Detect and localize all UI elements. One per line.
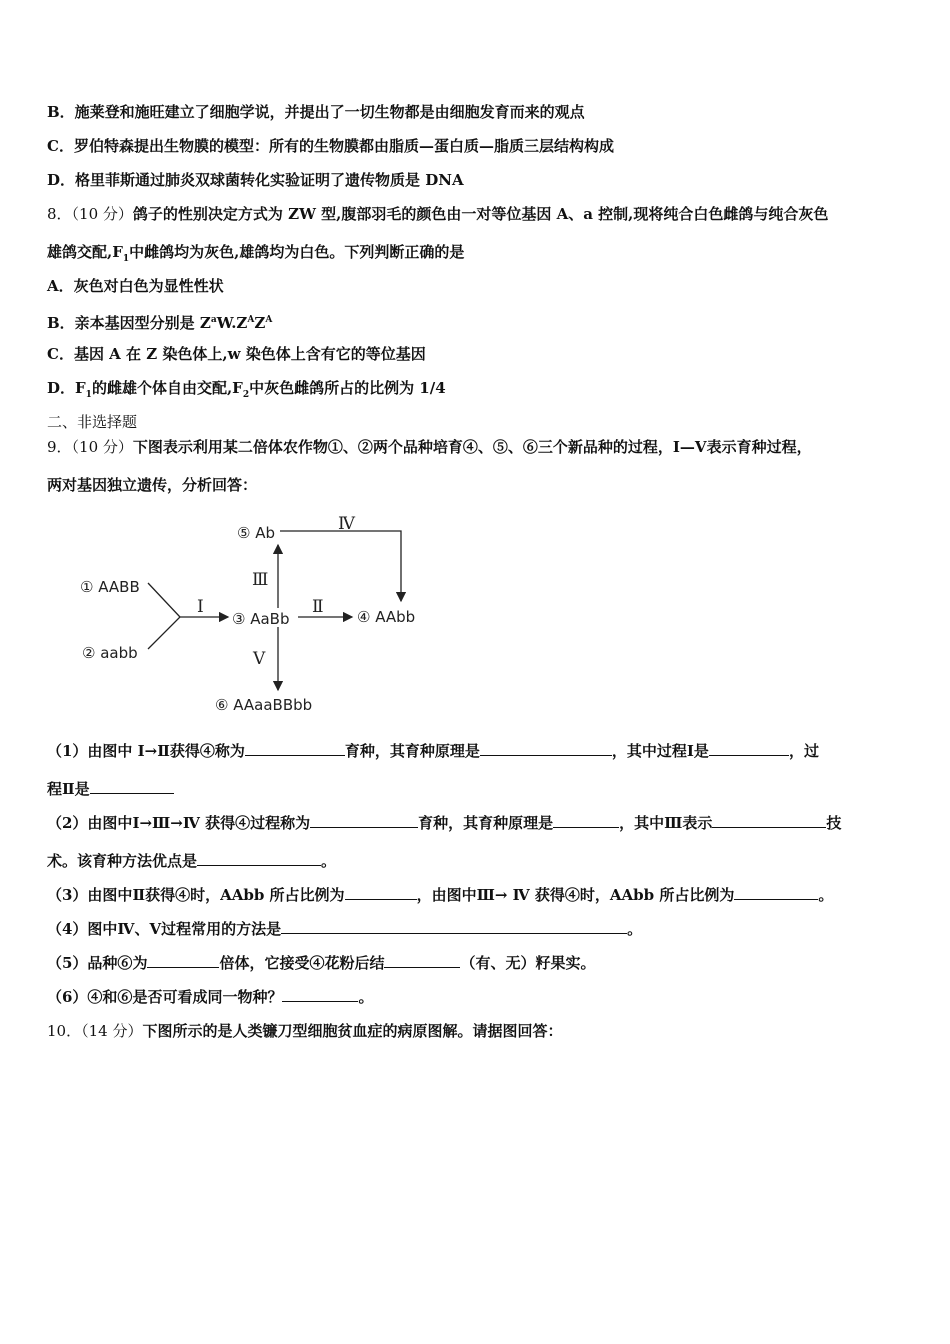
node-6-aaaabbbb: ⑥ AAaaBBbb [215, 696, 313, 714]
answer-blank[interactable] [734, 885, 818, 900]
q9-sub5-text: 倍体，它接受④花粉后结 [219, 954, 385, 972]
q9-sub5-text: （有、无）籽果实。 [460, 954, 596, 972]
q9-sub4-text: 。 [627, 920, 643, 938]
node-2-aabb: ② aabb [82, 644, 138, 662]
q8-option-a: A．灰色对白色为显性性状 [47, 277, 224, 295]
q8-stem-line1 [47, 204, 828, 224]
q7-option-b: B．施莱登和施旺建立了细胞学说，并提出了一切生物都是由细胞发育而来的观点 [47, 103, 585, 121]
q9-sub6-text: （6）④和⑥是否可看成同一物种？ [47, 988, 283, 1006]
q9-stem-line1 [47, 437, 812, 457]
answer-blank[interactable] [480, 741, 612, 756]
q9-sub2-text: 术。该育种方法优点是 [47, 852, 198, 870]
q9-sub2-line2 [47, 851, 336, 871]
process-3-label: Ⅲ [252, 570, 269, 590]
node-4-aabb: ④ AAbb [357, 608, 416, 626]
q9-sub1-text: 程Ⅱ是 [47, 780, 90, 798]
q10-stem [47, 1021, 562, 1041]
q9-sub5-text: （5）品种⑥为 [47, 954, 148, 972]
node-3-aabb: ③ AaBb [232, 610, 290, 628]
answer-blank[interactable] [553, 813, 619, 828]
answer-blank[interactable] [384, 953, 460, 968]
q9-sub2-text: 技 [826, 814, 842, 832]
answer-blank[interactable] [282, 987, 358, 1002]
q8-stem2-part: 雄鸽交配,F [47, 243, 123, 261]
answer-blank[interactable] [281, 919, 627, 934]
answer-blank[interactable] [245, 741, 345, 756]
q8-optd-part: 中灰色雌鸽所占的比例为 1/4 [249, 379, 446, 397]
q8-optd-part: 的雌雄个体自由交配,F [91, 379, 243, 397]
q8-subscript: 1 [85, 390, 92, 400]
answer-blank[interactable] [310, 813, 418, 828]
q9-sub1-line1 [47, 741, 819, 761]
q9-sub1-text: （1）由图中 Ⅰ→Ⅱ获得④称为 [47, 742, 245, 760]
answer-blank[interactable] [147, 953, 219, 968]
q9-sub6-text: 。 [358, 988, 374, 1006]
q9-sub2-text: 。 [321, 852, 337, 870]
q9-sub3-text: （3）由图中Ⅱ获得④时，AAbb 所占比例为 [47, 886, 345, 904]
q10-stem-text: 下图所示的是人类镰刀型细胞贫血症的病原图解。请据图回答： [142, 1022, 563, 1040]
q9-sub1-text: ，过 [788, 742, 819, 760]
answer-blank[interactable] [709, 741, 789, 756]
process-2-label: Ⅱ [312, 597, 324, 617]
arrow-process-4 [280, 531, 401, 601]
q10-number: 10．（14 分） [47, 1022, 143, 1040]
q8-stem-text: 鸽子的性别决定方式为 ZW 型,腹部羽毛的颜色由一对等位基因 A、a 控制,现将纯合白色雌鸽与纯合灰色 [132, 205, 829, 223]
q9-sub1-line2 [47, 779, 174, 799]
q7-option-d: D．格里菲斯通过肺炎双球菌转化实验证明了遗传物质是 DNA [47, 171, 464, 189]
q8-superscript: A [247, 315, 255, 325]
q8-stem2-part: 中雌鸽均为灰色,雄鸽均为白色。下列判断正确的是 [129, 243, 465, 261]
q8-superscript: A [265, 315, 273, 325]
q8-optd-part: D．F [47, 379, 86, 397]
answer-blank[interactable] [197, 851, 321, 866]
q8-optb-part: W.Z [216, 314, 248, 332]
answer-blank[interactable] [712, 813, 826, 828]
q9-sub1-text: ，其中过程Ⅰ是 [611, 742, 709, 760]
q9-sub3-text: 。 [818, 886, 834, 904]
q8-option-c: C．基因 A 在 Z 染色体上,w 染色体上含有它的等位基因 [47, 345, 426, 363]
q8-optb-part: Z [254, 314, 266, 332]
q9-sub3-text: ，由图中Ⅲ→ Ⅳ 获得④时，AAbb 所占比例为 [416, 886, 735, 904]
q8-subscript: 1 [122, 254, 130, 264]
q8-stem-line2 [47, 242, 464, 269]
q9-stem-text: 下图表示利用某二倍体农作物①、②两个品种培育④、⑤、⑥三个新品种的过程，Ⅰ—Ⅴ表示育种过程， [132, 438, 812, 456]
q8-subscript: 2 [242, 390, 250, 400]
q9-number: 9．（10 分） [47, 438, 133, 456]
answer-blank[interactable] [345, 885, 417, 900]
q9-stem-line2: 两对基因独立遗传，分析回答： [47, 476, 258, 494]
q9-sub2-text: 育种，其育种原理是 [418, 814, 554, 832]
process-5-label: Ⅴ [253, 649, 266, 669]
q9-sub4-text: （4）图中Ⅳ、Ⅴ过程常用的方法是 [47, 920, 282, 938]
q8-option-b [47, 310, 272, 333]
q9-sub5 [47, 953, 595, 973]
q9-sub2-line1 [47, 813, 841, 833]
q9-sub4 [47, 919, 642, 939]
process-1-label: Ⅰ [197, 597, 204, 617]
q8-option-d [47, 378, 446, 405]
node-1-aabb: ① AABB [80, 578, 140, 596]
q8-superscript: a [210, 315, 217, 325]
q9-sub2-text: （2）由图中Ⅰ→Ⅲ→Ⅳ 获得④过程称为 [47, 814, 311, 832]
process-4-label: Ⅳ [338, 514, 355, 534]
section-title: 二、非选择题 [47, 413, 138, 431]
q9-sub3 [47, 885, 833, 905]
q8-optb-part: B．亲本基因型分别是 Z [47, 314, 211, 332]
q9-sub6 [47, 987, 373, 1007]
breeding-diagram [70, 505, 440, 720]
answer-blank[interactable] [90, 779, 174, 794]
node-5-ab: ⑤ Ab [237, 524, 275, 542]
cross-lines [148, 583, 180, 649]
q7-option-c: C．罗伯特森提出生物膜的模型：所有的生物膜都由脂质—蛋白质—脂质三层结构构成 [47, 137, 614, 155]
q9-sub2-text: ，其中Ⅲ表示 [619, 814, 713, 832]
q8-number: 8．（10 分） [47, 205, 133, 223]
q9-sub1-text: 育种，其育种原理是 [344, 742, 480, 760]
